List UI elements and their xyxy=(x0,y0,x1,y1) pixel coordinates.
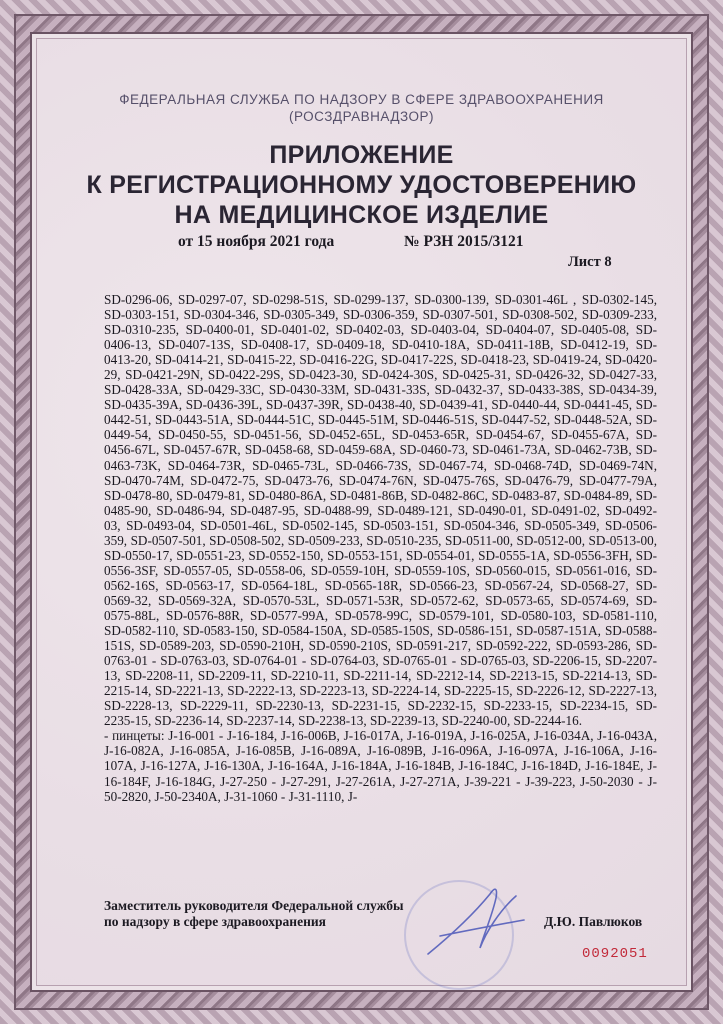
document-title-line-1: ПРИЛОЖЕНИЕ xyxy=(269,141,454,169)
issue-date: от 15 ноября 2021 года xyxy=(178,233,335,250)
agency-abbreviation: (РОСЗДРАВНАДЗОР) xyxy=(288,109,435,124)
signer-name: Д.Ю. Павлюков xyxy=(544,914,643,929)
document-title-line-3: НА МЕДИЦИНСКОЕ ИЗДЕЛИЕ xyxy=(174,201,549,229)
document-title-line-2: К РЕГИСТРАЦИОННОМУ УДОСТОВЕРЕНИЮ xyxy=(86,171,637,199)
signer-title-line-2: по надзору в сфере здравоохранения xyxy=(104,914,326,929)
sheet-number: Лист 8 xyxy=(568,254,612,270)
agency-name: ФЕДЕРАЛЬНАЯ СЛУЖБА ПО НАДЗОРУ В СФЕРЕ ЗДРАВООХРАНЕНИЯ xyxy=(119,92,604,107)
handwritten-signature xyxy=(420,876,530,966)
registration-number: № РЗН 2015/3121 xyxy=(404,233,524,250)
product-list-text: SD-0296-06, SD-0297-07, SD-0298-51S, SD-0299-137, SD-0300-139, SD-0301-46L , SD-0302-145, SD-0303-151, SD-0304-346, SD-0305-349, SD-0306-359, SD-0307-501, SD-0308-502, SD-0309-233, SD-0310-235, SD-0400-01, SD-0401-02, SD-0402-03, SD-0403-04, SD-0404-07, SD-0405-08, SD-0406-13, SD-0407-13S, SD-0408-17, SD-0409-18, SD-0410-18A, SD-0411-18B, SD-0412-19, SD-0413-20, SD-0414-21, SD-0415-22, SD-0416-22G, SD-0417-22S, SD-0418-23, SD-0419-24, SD-0420-29, SD-0421-29N, SD-0422-29S, SD-0423-30, SD-0424-30S, SD-0425-31, SD-0426-32, SD-0427-33, SD-0428-33A, SD-0429-33C, SD-0430-33M, SD-0431-33S, SD-0432-37, SD-0433-38S, SD-0434-39, SD-0435-39A, SD-0436-39L, SD-0437-39R, SD-0438-40, SD-0439-41, SD-0440-44, SD-0441-45, SD-0442-51, SD-0443-51A, SD-0444-51C, SD-0445-51M, SD-0446-51S, SD-0447-52, SD-0448-52A, SD-0449-54, SD-0450-55, SD-0451-56, SD-0452-65L, SD-0453-65R, SD-0454-67, SD-0455-67A, SD-0456-67L, SD-0457-67R, SD-0458-68, SD-0459-68A, SD-0460-73, SD-0461-73A, SD-0462-73B, SD-0463-73K, SD-0464-73R, SD-0465-73L, SD-0466-73S, SD-0467-74, SD-0468-74D, SD-0469-74N, SD-0470-74M, SD-0472-75, SD-0473-76, SD-0474-76N, SD-0475-76S, SD-0476-79, SD-0477-79A, SD-0478-80, SD-0479-81, SD-0480-86A, SD-0481-86B, SD-0482-86C, SD-0483-87, SD-0484-89, SD-0485-90, SD-0486-94, SD-0487-95, SD-0488-99, SD-0489-121, SD-0490-01, SD-0491-02, SD-0492-03, SD-0493-04, SD-0501-46L, SD-0502-145, SD-0503-151, SD-0504-346, SD-0505-349, SD-0506-359, SD-0507-501, SD-0508-502, SD-0509-233, SD-0510-235, SD-0511-00, SD-0512-00, SD-0513-00, SD-0550-17, SD-0551-23, SD-0552-150, SD-0553-151, SD-0554-01, SD-0555-1A, SD-0556-3FH, SD-0556-3SF, SD-0557-05, SD-0558-06, SD-0559-10H, SD-0559-10S, SD-0560-015, SD-0561-016, SD-0562-16S, SD-0563-17, SD-0564-18L, SD-0565-18R, SD-0566-23, SD-0567-24, SD-0568-27, SD-0569-32, SD-0569-32A, SD-0570-53L, SD-0571-53R, SD-0572-62, SD-0573-65, SD-0574-69, SD-0575-88L, SD-0576-88R, SD-0577-99A, SD-0578-99C, SD-0579-101, SD-0580-103, SD-0581-110, SD-0582-110, SD-0583-150, SD-0584-150A, SD-0585-150S, SD-0586-151, SD-0587-151A, SD-0588-151S, SD-0589-203, SD-0590-210H, SD-0590-210S, SD-0591-217, SD-0592-222, SD-0593-286, SD-0763-01 - SD-0763-03, SD-0764-01 - SD-0764-03, SD-0765-01 - SD-0765-03, SD-2206-15, SD-2207-13, SD-2208-11, SD-2209-11, SD-2210-11, SD-2211-14, SD-2212-14, SD-2213-15, SD-2214-13, SD-2215-14, SD-2221-13, SD-2222-13, SD-2223-13, SD-2224-14, SD-2225-15, SD-2226-12, SD-2227-13, SD-2228-13, SD-2229-11, SD-2230-13, SD-2231-15, SD-2232-15, SD-2233-15, SD-2234-15, SD-2235-15, SD-2236-14, SD-2237-14, SD-2238-13, SD-2239-13, SD-2240-00, SD-2244-16. - пинцеты: J-16-001 - J-16-184, J-16-006B, J-16-017A, J-16-019A, J-16-025A, J-16-034A, J-16-043A, J-16-082A, J-16-085A, J-16-085B, J-16-089A, J-16-089B, J-16-096A, J-16-097A, J-16-106A, J-16-107A, J-16-127A, J-16-130A, J-16-164A, J-16-184A, J-16-184B, J-16-184C, J-16-184D, J-16-184E, J-16-184F, J-16-184G, J-27-250 - J-27-291, J-27-261A, J-27-271A, J-39-221 - J-39-223, J-50-2030 - J-50-2820, J-50-2340A, J-31-1060 - J-31-1110, J- xyxy=(104,292,657,804)
signer-title-line-1: Заместитель руководителя Федеральной службы xyxy=(104,898,404,913)
form-serial-number: 0092051 xyxy=(582,946,648,962)
signer-title xyxy=(104,898,404,930)
